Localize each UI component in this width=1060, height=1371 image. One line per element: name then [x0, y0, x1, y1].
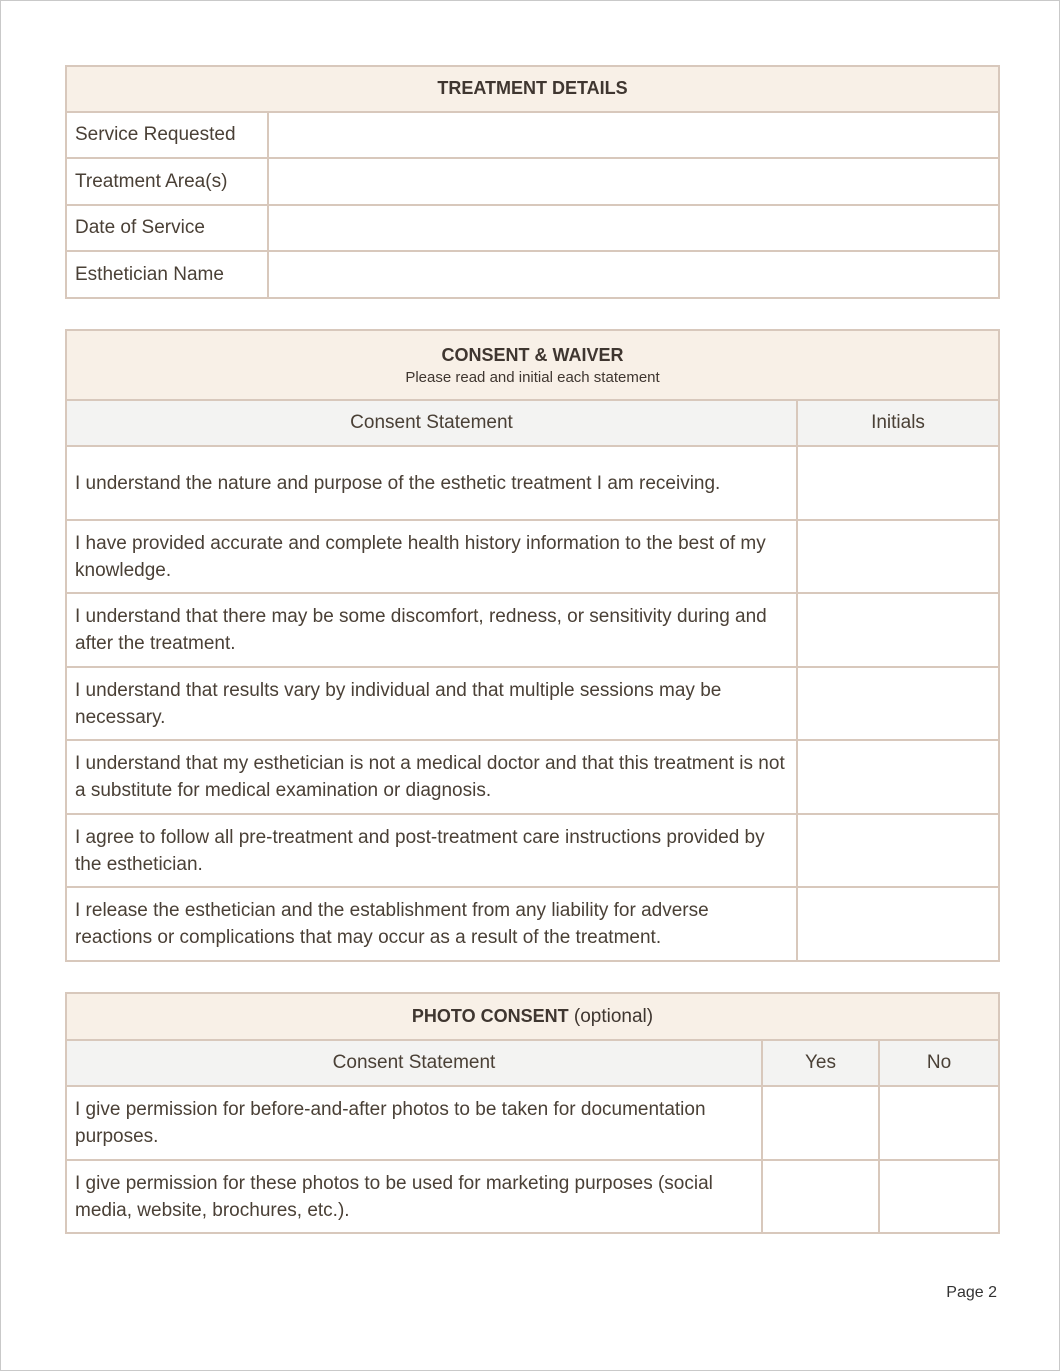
- photo-consent-title: PHOTO CONSENT: [411, 1005, 569, 1026]
- consent-statement: I understand that results vary by individual and that multiple sessions may be necessary.: [66, 667, 797, 740]
- initials-field[interactable]: [797, 740, 999, 814]
- consent-waiver-subtitle: Please read and initial each statement: [405, 368, 660, 386]
- photo-consent-header: [66, 993, 999, 1040]
- initials-field[interactable]: [797, 667, 999, 740]
- initials-field[interactable]: [797, 520, 999, 593]
- page-number: Page 2: [946, 1284, 997, 1301]
- consent-statement-column-header: Consent Statement: [66, 400, 797, 446]
- photo-consent-optional-note: (optional): [568, 1005, 654, 1027]
- consent-statement: I understand that my esthetician is not a medical doctor and that this treatment is not a substitute for medical examination or diagnosis.: [66, 740, 797, 814]
- treatment-details-table: [65, 65, 1000, 299]
- consent-statement: I have provided accurate and complete health history information to the best of my knowledge.: [66, 520, 797, 593]
- no-field[interactable]: [879, 1160, 999, 1233]
- yes-column-header: Yes: [762, 1040, 879, 1086]
- consent-waiver-title: CONSENT & WAIVER: [441, 344, 624, 365]
- yes-field[interactable]: [762, 1086, 879, 1160]
- photo-consent-statement: I give permission for before-and-after photos to be taken for documentation purposes.: [66, 1086, 762, 1160]
- initials-field[interactable]: [797, 887, 999, 961]
- initials-field[interactable]: [797, 446, 999, 520]
- esthetician-name-field[interactable]: [268, 251, 999, 298]
- initials-field[interactable]: [797, 814, 999, 887]
- yes-field[interactable]: [762, 1160, 879, 1233]
- consent-statement: I understand the nature and purpose of the esthetic treatment I am receiving.: [66, 446, 797, 520]
- initials-column-header: Initials: [797, 400, 999, 446]
- consent-waiver-table: [65, 329, 1000, 962]
- esthetician-name-label: Esthetician Name: [66, 251, 268, 298]
- consent-statement: I understand that there may be some discomfort, redness, or sensitivity during and after the treatment.: [66, 593, 797, 667]
- treatment-details-title: TREATMENT DETAILS: [437, 78, 628, 98]
- no-field[interactable]: [879, 1086, 999, 1160]
- treatment-area-field[interactable]: [268, 158, 999, 205]
- service-requested-field[interactable]: [268, 112, 999, 158]
- photo-consent-table: [65, 992, 1000, 1234]
- consent-statement: I release the esthetician and the establishment from any liability for adverse reactions or complications that may occur as a result of the treatment.: [66, 887, 797, 961]
- consent-statement: I agree to follow all pre-treatment and post-treatment care instructions provided by the esthetician.: [66, 814, 797, 887]
- treatment-area-label: Treatment Area(s): [66, 158, 268, 205]
- consent-waiver-header: [66, 330, 999, 400]
- service-requested-label: Service Requested: [66, 112, 268, 158]
- date-of-service-field[interactable]: [268, 205, 999, 251]
- initials-field[interactable]: [797, 593, 999, 667]
- photo-statement-column-header: Consent Statement: [66, 1040, 762, 1086]
- photo-consent-statement: I give permission for these photos to be used for marketing purposes (social media, website, brochures, etc.).: [66, 1160, 762, 1233]
- no-column-header: No: [879, 1040, 999, 1086]
- date-of-service-label: Date of Service: [66, 205, 268, 251]
- treatment-details-header: [66, 66, 999, 112]
